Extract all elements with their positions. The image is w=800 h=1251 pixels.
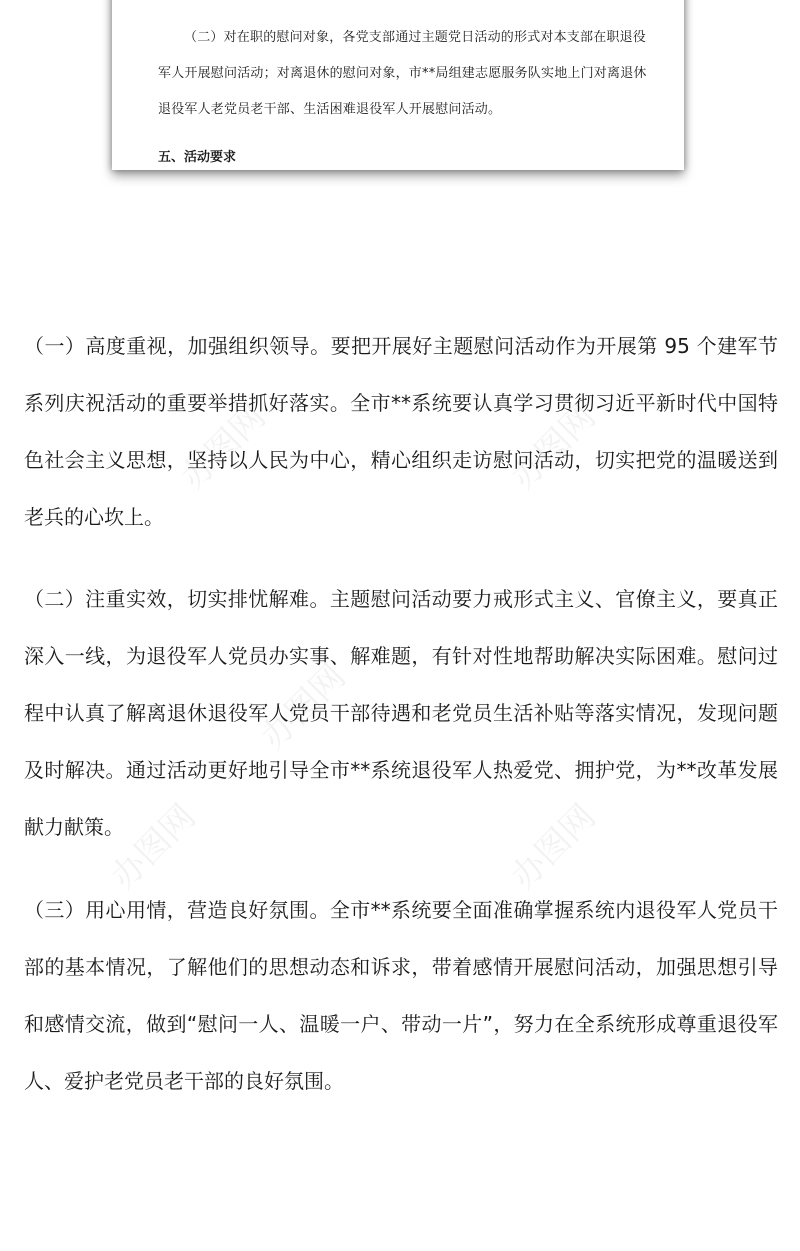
watermark: 办图网 [253,656,354,758]
preview-paragraph: （二）对在职的慰问对象，各党支部通过主题党日活动的形式对本支部在职退役军人开展慰问活动；对离退休的慰问对象，市**局组建志愿服务队实地上门对离退休退役军人老党员老干部、生活困难退役军人开展慰问活动。 [158,30,647,117]
requirement-paragraph-2: （二）注重实效，切实排忧解难。主题慰问活动要力戒形式主义、官僚主义，要真正深入一线，为退役军人党员办实事、解难题，有针对性地帮助解决实际困难。慰问过程中认真了解离退休退役军人党员干部待遇和老党员生活补贴等落实情况，发现问题及时解决。通过活动更好地引导全市**系统退役军人热爱党、拥护党，为**改革发展献力献策。 [24,587,778,839]
watermark: 办图网 [103,796,204,898]
requirement-paragraph-1: （一）高度重视，加强组织领导。要把开展好主题慰问活动作为开展第 95 个建军节系列庆祝活动的重要举措抓好落实。全市**系统要认真学习贯彻习近平新时代中国特色社会主义思想，坚持以人民为中心，精心组织走访慰问活动，切实把党的温暖送到老兵的心坎上。 [24,334,778,529]
watermark: 办图网 [503,796,604,898]
watermark: 办图网 [503,396,604,498]
watermark: 办图网 [173,396,274,498]
requirement-paragraph-3: （三）用心用情，营造良好氛围。全市**系统要全面准确掌握系统内退役军人党员干部的基本情况，了解他们的思想动态和诉求，带着感情开展慰问活动，加强思想引导和感情交流，做到“慰问一人、温暖一户、带动一片”，努力在全系统形成尊重退役军人、爱护老党员老干部的良好氛围。 [24,898,778,1093]
preview-heading: 五、活动要求 [158,150,237,165]
